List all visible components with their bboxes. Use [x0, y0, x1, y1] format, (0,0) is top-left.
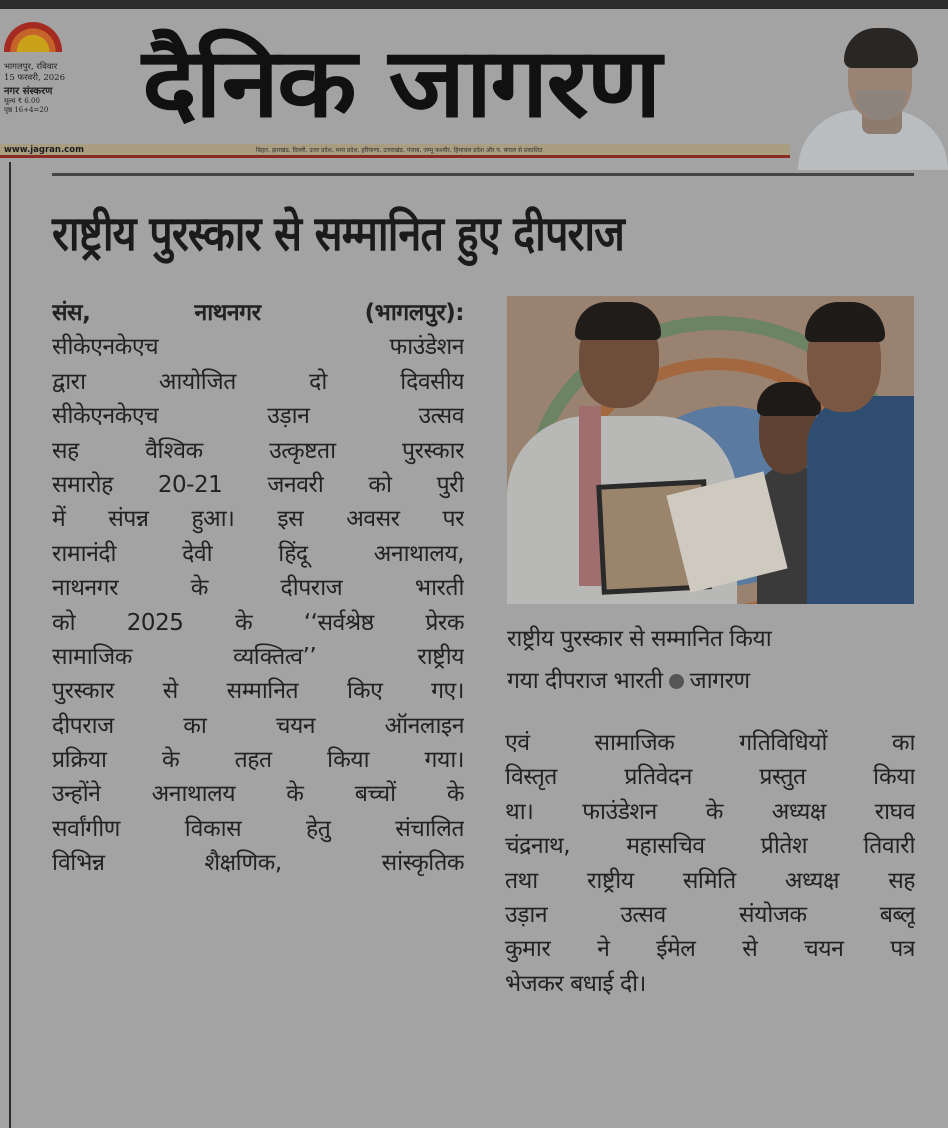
body-line: सीकेएनकेएच उड़ान उत्सव	[52, 403, 464, 430]
body-line: समारोह 20-21 जनवरी को पुरी	[52, 471, 464, 498]
edition-info	[4, 62, 65, 115]
jagran-sun-logo-icon	[4, 22, 62, 52]
masthead-portrait-image	[790, 22, 948, 162]
body-line: को 2025 के ‘‘सर्वश्रेष्ठ प्रेरक	[52, 609, 464, 636]
body-line: सह वैश्विक उत्कृष्टता पुरस्कार	[52, 437, 464, 464]
body-line: विभिन्न शैक्षणिक, सांस्कृतिक	[52, 850, 464, 877]
price: मूल्य ₹ 6.00	[4, 97, 40, 105]
body-line: नाथनगर के दीपराज भारती	[52, 575, 464, 602]
article-headline: राष्ट्रीय पुरस्कार से सम्मानित हुए दीपराज	[52, 206, 625, 262]
headline-rule	[52, 173, 914, 176]
caption-line-1: राष्ट्रीय पुरस्कार से सम्मानित किया	[507, 626, 772, 652]
edition-name: नगर संस्करण	[4, 86, 53, 97]
body-line: तथा राष्ट्रीय समिति अध्यक्ष सह	[505, 867, 915, 894]
body-line: उन्होंने अनाथालय के बच्चों के	[52, 781, 464, 808]
column-rule	[9, 162, 11, 1128]
article-body-right-column	[505, 726, 915, 1001]
top-bar	[0, 0, 948, 9]
body-line: था। फाउंडेशन के अध्यक्ष राघव	[505, 798, 915, 825]
dateline: संस, नाथनगर (भागलपुर):	[52, 300, 464, 326]
publication-cities: बिहार, झारखंड, दिल्ली, उत्तर प्रदेश, मध्य प्रदेश, हरियाणा, उत्तराखंड, पंजाब, जम्मू कश्मीर, हिमाचल प्रदेश और प. बंगाल से प्रकाशित	[256, 147, 543, 154]
body-line: सामाजिक व्यक्तित्व’’ राष्ट्रीय	[52, 643, 464, 670]
masthead-strip	[0, 144, 790, 158]
city-day: भागलपुर, रविवार	[4, 62, 58, 72]
website-link[interactable]: www.jagran.com	[4, 145, 84, 155]
body-line: भेजकर बधाई दी।	[505, 970, 646, 997]
award-photo	[507, 296, 914, 604]
caption-line-2: गया दीपराज भारती	[507, 668, 663, 694]
body-line: उड़ान उत्सव संयोजक बब्लू	[505, 901, 915, 928]
body-line: दीपराज का चयन ऑनलाइन	[52, 712, 464, 739]
body-line: विस्तृत प्रतिवेदन प्रस्तुत किया	[505, 764, 915, 791]
body-line: सर्वांगीण विकास हेतु संचालित	[52, 815, 464, 842]
body-line: प्रक्रिया के तहत किया गया।	[52, 747, 464, 774]
body-line: एवं सामाजिक गतिविधियों का	[505, 730, 915, 756]
bullet-dot-icon	[669, 674, 684, 689]
body-line: चंद्रनाथ, महासचिव प्रीतेश तिवारी	[505, 833, 915, 860]
page-count: पृष्ठ 16+4=20	[4, 106, 49, 114]
newspaper-title: दैनिक जागरण	[142, 27, 660, 139]
body-line: में संपन्न हुआ। इस अवसर पर	[52, 506, 464, 533]
body-line: रामानंदी देवी हिंदू अनाथालय,	[52, 540, 464, 567]
photo-caption	[507, 618, 917, 702]
body-line: कुमार ने ईमेल से चयन पत्र	[505, 936, 915, 963]
issue-date: 15 फरवरी, 2026	[4, 73, 65, 83]
body-line: पुरस्कार से सम्मानित किए गए।	[52, 678, 464, 705]
article-body-left-column	[52, 296, 464, 881]
body-line: सीकेएनकेएच फाउंडेशन	[52, 334, 464, 361]
body-line: द्वारा आयोजित दो दिवसीय	[52, 368, 464, 395]
photo-credit: जागरण	[689, 668, 750, 694]
